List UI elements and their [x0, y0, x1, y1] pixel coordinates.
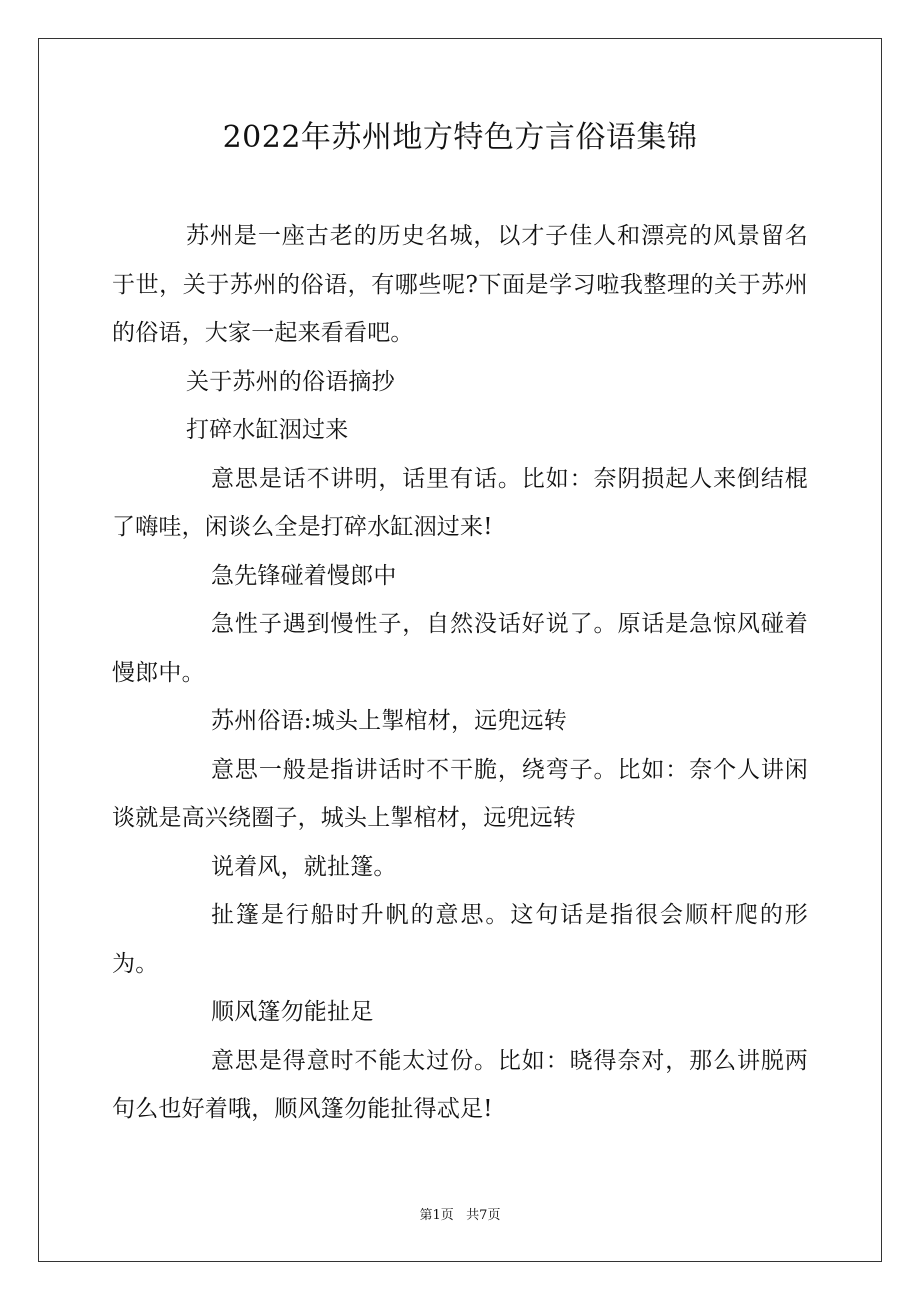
saying-explanation: 扯篷是行船时升帆的意思。这句话是指很会顺杆爬的形为。: [112, 902, 808, 977]
saying-explanation: 意思一般是指讲话时不干脆，绕弯子。比如：奈个人讲闲谈就是高兴绕圈子，城头上掣棺材，远兜远转: [112, 756, 808, 831]
saying-heading: 苏州俗语:城头上掣棺材，远兜远转: [211, 708, 567, 734]
saying-heading: 打碎水缸洇过来: [186, 417, 349, 443]
section-heading: 关于苏州的俗语摘抄: [186, 368, 395, 395]
saying-explanation: 急性子遇到慢性子，自然没话好说了。原话是急惊风碰着慢郎中。: [112, 611, 808, 686]
paragraph-intro: 苏州是一座古老的历史名城，以才子佳人和漂亮的风景留名于世，关于苏州的俗语，有哪些呢?下面是学习啦我整理的关于苏州的俗语，大家一起来看看吧。: [112, 223, 808, 346]
document-body: [112, 212, 808, 1134]
page-number-footer: 第1页 共7页: [419, 1208, 501, 1223]
document-title: 2022年苏州地方特色方言俗语集锦: [222, 120, 698, 155]
saying-heading: 急先锋碰着慢郎中: [211, 562, 397, 589]
saying-explanation: 意思是话不讲明，话里有话。比如：奈阴损起人来倒结棍了嗨哇，闲谈么全是打碎水缸洇过来!: [112, 465, 808, 540]
saying-heading: 顺风篷勿能扯足: [211, 999, 374, 1025]
saying-heading: 说着风，就扯篷。: [211, 853, 397, 880]
saying-explanation: 意思是得意时不能太过份。比如：晓得奈对，那么讲脱两句么也好着哦，顺风篷勿能扯得忒足!: [112, 1047, 808, 1122]
